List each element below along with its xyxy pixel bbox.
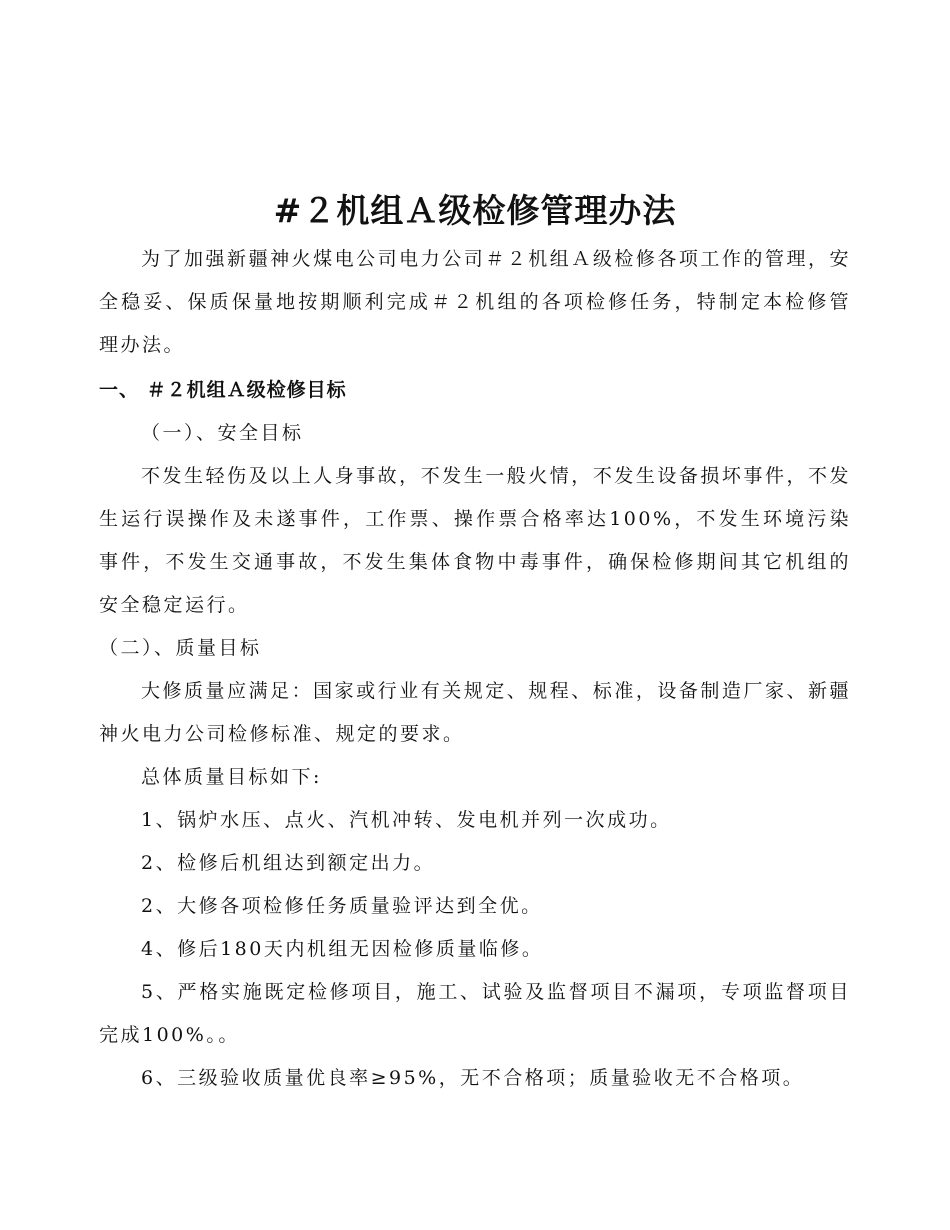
- list-item: 4、修后180天内机组无因检修质量临修。: [141, 938, 544, 960]
- subsection-heading-safety: （一）、安全目标: [141, 422, 304, 444]
- list-item: 6、三级验收质量优良率≥95%，无不合格项；质量验收无不合格项。: [141, 1067, 805, 1089]
- quality-requirement-paragraph: 大修质量应满足：国家或行业有关规定、规程、标准，设备制造厂家、新疆神火电力公司检修标准、规定的要求。: [99, 680, 851, 745]
- list-item: 2、检修后机组达到额定出力。: [141, 852, 436, 874]
- subsection-heading-quality: （二）、质量目标: [99, 637, 262, 659]
- list-item: 1、锅炉水压、点火、汽机冲转、发电机并列一次成功。: [141, 809, 672, 831]
- list-item: 2、大修各项检修任务质量验评达到全优。: [141, 895, 543, 917]
- list-item: 5、严格实施既定检修项目，施工、试验及监督项目不漏项，专项监督项目完成100%。。: [99, 981, 851, 1046]
- section-heading-targets: 一、 ＃２机组Ａ级检修目标: [99, 379, 347, 401]
- document-body: [99, 238, 851, 1100]
- intro-paragraph: 为了加强新疆神火煤电公司电力公司＃２机组Ａ级检修各项工作的管理，安全稳妥、保质保量地按期顺利完成＃２机组的各项检修任务，特制定本检修管理办法。: [99, 248, 851, 356]
- overall-quality-intro: 总体质量目标如下:: [141, 766, 322, 788]
- document-title: #２机组Ａ级检修管理办法: [273, 191, 677, 230]
- safety-goal-paragraph: 不发生轻伤及以上人身事故，不发生一般火情，不发生设备损坏事件，不发生运行误操作及未遂事件，工作票、操作票合格率达100%，不发生环境污染事件，不发生交通事故，不发生集体食物中毒事件，确保检修期间其它机组的安全稳定运行。: [99, 465, 851, 616]
